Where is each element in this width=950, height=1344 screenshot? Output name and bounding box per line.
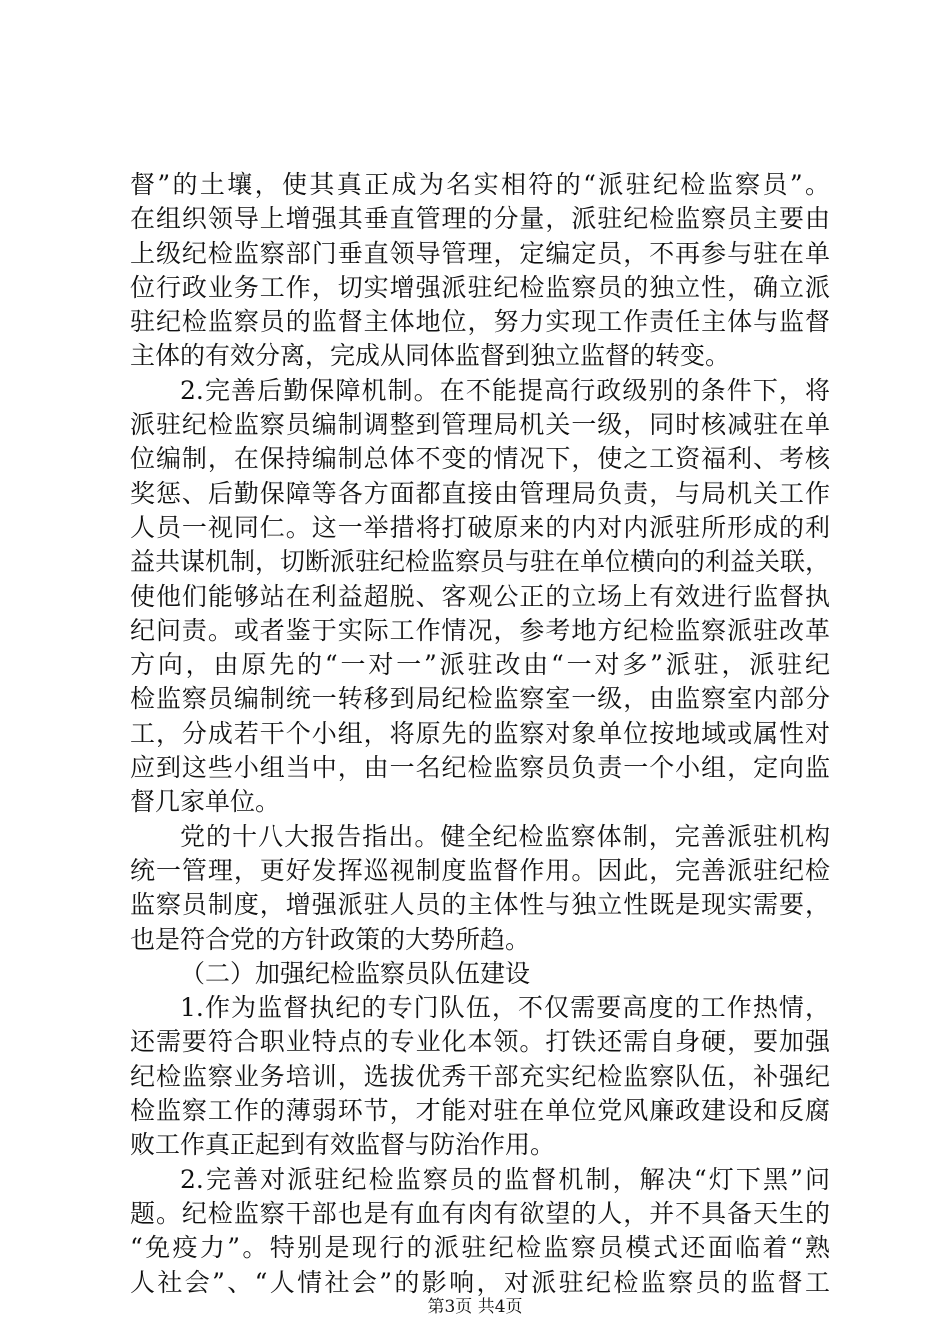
text-line: 督几家单位。 <box>130 787 281 817</box>
text-line: 统一管理，更好发挥巡视制度监督作用。因此，完善派驻纪检 <box>130 855 830 885</box>
text-line: 方向，由原先的“一对一”派驻改由“一对多”派驻，派驻纪 <box>130 650 830 680</box>
text-line: 纪问责。或者鉴于实际工作情况，参考地方纪检监察派驻改革 <box>130 615 830 645</box>
text-line: 也是符合党的方针政策的大势所趋。 <box>130 924 531 954</box>
body-text <box>130 168 830 1300</box>
text-line: 督”的土壤，使其真正成为名实相符的“派驻纪检监察员”。 <box>130 170 830 199</box>
text-line: 使他们能够站在利益超脱、客观公正的立场上有效进行监督执 <box>130 581 830 611</box>
text-line: 人员一视同仁。这一举措将打破原来的内对内派驻所形成的利 <box>130 512 830 542</box>
text-line: 驻纪检监察员的监督主体地位，努力实现工作责任主体与监督 <box>130 307 830 337</box>
paragraph-start-line: 2.完善后勤保障机制。在不能提高行政级别的条件下，将 <box>180 375 830 405</box>
text-line: 益共谋机制，切断派驻纪检监察员与驻在单位横向的利益关联， <box>130 547 831 577</box>
text-line: 纪检监察业务培训，选拔优秀干部充实纪检监察队伍，补强纪 <box>130 1061 830 1091</box>
text-line: 败工作真正起到有效监督与防治作用。 <box>130 1130 556 1160</box>
paragraph-start-line: 2.完善对派驻纪检监察员的监督机制，解决“灯下黑”问 <box>180 1164 830 1194</box>
text-line: 监察员制度，增强派驻人员的主体性与独立性既是现实需要， <box>130 890 830 920</box>
text-line: 位编制，在保持编制总体不变的情况下，使之工资福利、考核 <box>130 444 830 474</box>
text-line: “免疫力”。特别是现行的派驻纪检监察员模式还面临着“熟 <box>130 1233 830 1263</box>
text-line: 在组织领导上增强其垂直管理的分量，派驻纪检监察员主要由 <box>130 204 830 234</box>
paragraph-start-line: 1.作为监督执纪的专门队伍，不仅需要高度的工作热情， <box>180 993 830 1023</box>
paragraph-start-line: 党的十八大报告指出。健全纪检监察体制，完善派驻机构 <box>180 821 830 851</box>
text-line: 奖惩、后勤保障等各方面都直接由管理局负责，与局机关工作 <box>130 478 830 508</box>
text-line: 还需要符合职业特点的专业化本领。打铁还需自身硬，要加强 <box>130 1027 830 1057</box>
text-line: 派驻纪检监察员编制调整到管理局机关一级，同时核减驻在单 <box>130 410 830 440</box>
page-number-footer: 第3页 共4页 <box>427 1297 523 1317</box>
text-line: 主体的有效分离，完成从同体监督到独立监督的转变。 <box>130 341 731 371</box>
text-line: 检监察工作的薄弱环节，才能对驻在单位党风廉政建设和反腐 <box>130 1096 830 1126</box>
text-line: 检监察员编制统一转移到局纪检监察室一级，由监察室内部分 <box>130 684 830 714</box>
text-line: 人社会”、“人情社会”的影响，对派驻纪检监察员的监督工 <box>130 1267 830 1297</box>
text-line: 位行政业务工作，切实增强派驻纪检监察员的独立性，确立派 <box>130 272 830 302</box>
text-line: 题。纪检监察干部也是有血有肉有欲望的人，并不具备天生的 <box>130 1198 830 1228</box>
text-line: 应到这些小组当中，由一名纪检监察员负责一个小组，定向监 <box>130 753 830 783</box>
section-heading: （二）加强纪检监察员队伍建设 <box>180 958 531 988</box>
text-line: 工，分成若干个小组，将原先的监察对象单位按地域或属性对 <box>130 718 830 748</box>
text-line: 上级纪检监察部门垂直领导管理，定编定员，不再参与驻在单 <box>130 238 830 268</box>
